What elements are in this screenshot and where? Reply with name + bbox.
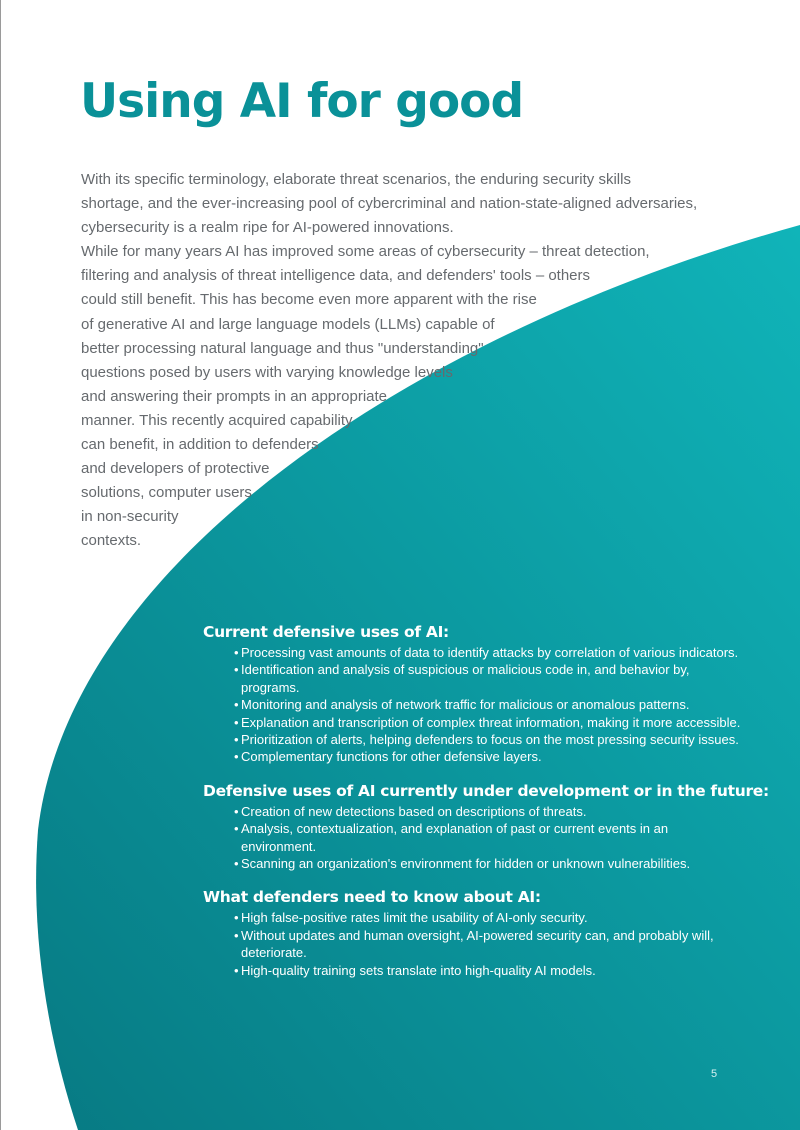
section-heading: Defensive uses of AI currently under development or in the future:	[203, 781, 769, 800]
bullet-item: • Scanning an organization's environment for hidden or unknown vulnerabilities.	[234, 855, 743, 872]
bullet-item: • High false-positive rates limit the usability of AI-only security.	[234, 909, 743, 926]
info-section	[203, 886, 743, 979]
bullet-list	[203, 909, 743, 979]
info-section	[203, 621, 743, 766]
bullet-item: • Creation of new detections based on descriptions of threats.	[234, 803, 743, 820]
intro-line: and developers of protective	[81, 460, 270, 478]
info-section	[203, 780, 769, 873]
bullet-list	[203, 644, 743, 766]
intro-line: manner. This recently acquired capability	[81, 411, 353, 429]
intro-text	[81, 168, 741, 554]
bullet-item: • Processing vast amounts of data to identify attacks by correlation of various indicators.	[234, 644, 743, 661]
bullet-item: • Identification and analysis of suspicious or malicious code in, and behavior by, programs.	[234, 661, 743, 696]
intro-line: While for many years AI has improved some areas of cybersecurity – threat detection,	[81, 243, 650, 261]
bullet-item: • Analysis, contextualization, and explanation of past or current events in an environment.	[234, 820, 743, 855]
bullet-list	[203, 803, 743, 873]
bullet-item: • Prioritization of alerts, helping defenders to focus on the most pressing security issues.	[234, 731, 743, 748]
intro-line: questions posed by users with varying knowledge levels	[81, 363, 453, 381]
intro-line: contexts.	[81, 532, 142, 550]
intro-paragraph	[81, 240, 741, 553]
intro-line: cybersecurity is a realm ripe for AI-powered innovations.	[81, 219, 454, 237]
bullet-item: • High-quality training sets translate into high-quality AI models.	[234, 962, 743, 979]
intro-line: and answering their prompts in an appropriate	[81, 387, 388, 405]
bullet-item: • Monitoring and analysis of network traffic for malicious or anomalous patterns.	[234, 696, 743, 713]
intro-line: solutions, computer users	[81, 484, 252, 502]
section-heading: What defenders need to know about AI:	[203, 888, 541, 907]
intro-line: With its specific terminology, elaborate threat scenarios, the enduring security skills	[81, 171, 631, 188]
bullet-item: • Without updates and human oversight, AI-powered security can, and probably will, deteriorate.	[234, 927, 743, 962]
intro-line: could still benefit. This has become even more apparent with the rise	[81, 291, 537, 309]
intro-line: filtering and analysis of threat intelligence data, and defenders' tools – others	[81, 267, 591, 285]
intro-line: shortage, and the ever-increasing pool of cybercriminal and nation-state-aligned adversaries,	[81, 195, 698, 213]
section-heading: Current defensive uses of AI:	[203, 623, 449, 641]
left-edge-rule	[0, 0, 1, 1130]
intro-line: in non-security	[81, 508, 179, 526]
page-title: Using AI for good	[80, 74, 524, 129]
intro-line: better processing natural language and thus "understanding"	[81, 339, 484, 357]
intro-paragraph	[81, 168, 741, 240]
bullet-item: • Explanation and transcription of complex threat information, making it more accessible.	[234, 714, 743, 731]
info-sections	[203, 621, 769, 993]
intro-line: can benefit, in addition to defenders	[81, 436, 319, 454]
intro-line: of generative AI and large language models (LLMs) capable of	[81, 315, 495, 333]
bullet-item: • Complementary functions for other defensive layers.	[234, 748, 743, 765]
page-number: 5	[711, 1068, 718, 1080]
